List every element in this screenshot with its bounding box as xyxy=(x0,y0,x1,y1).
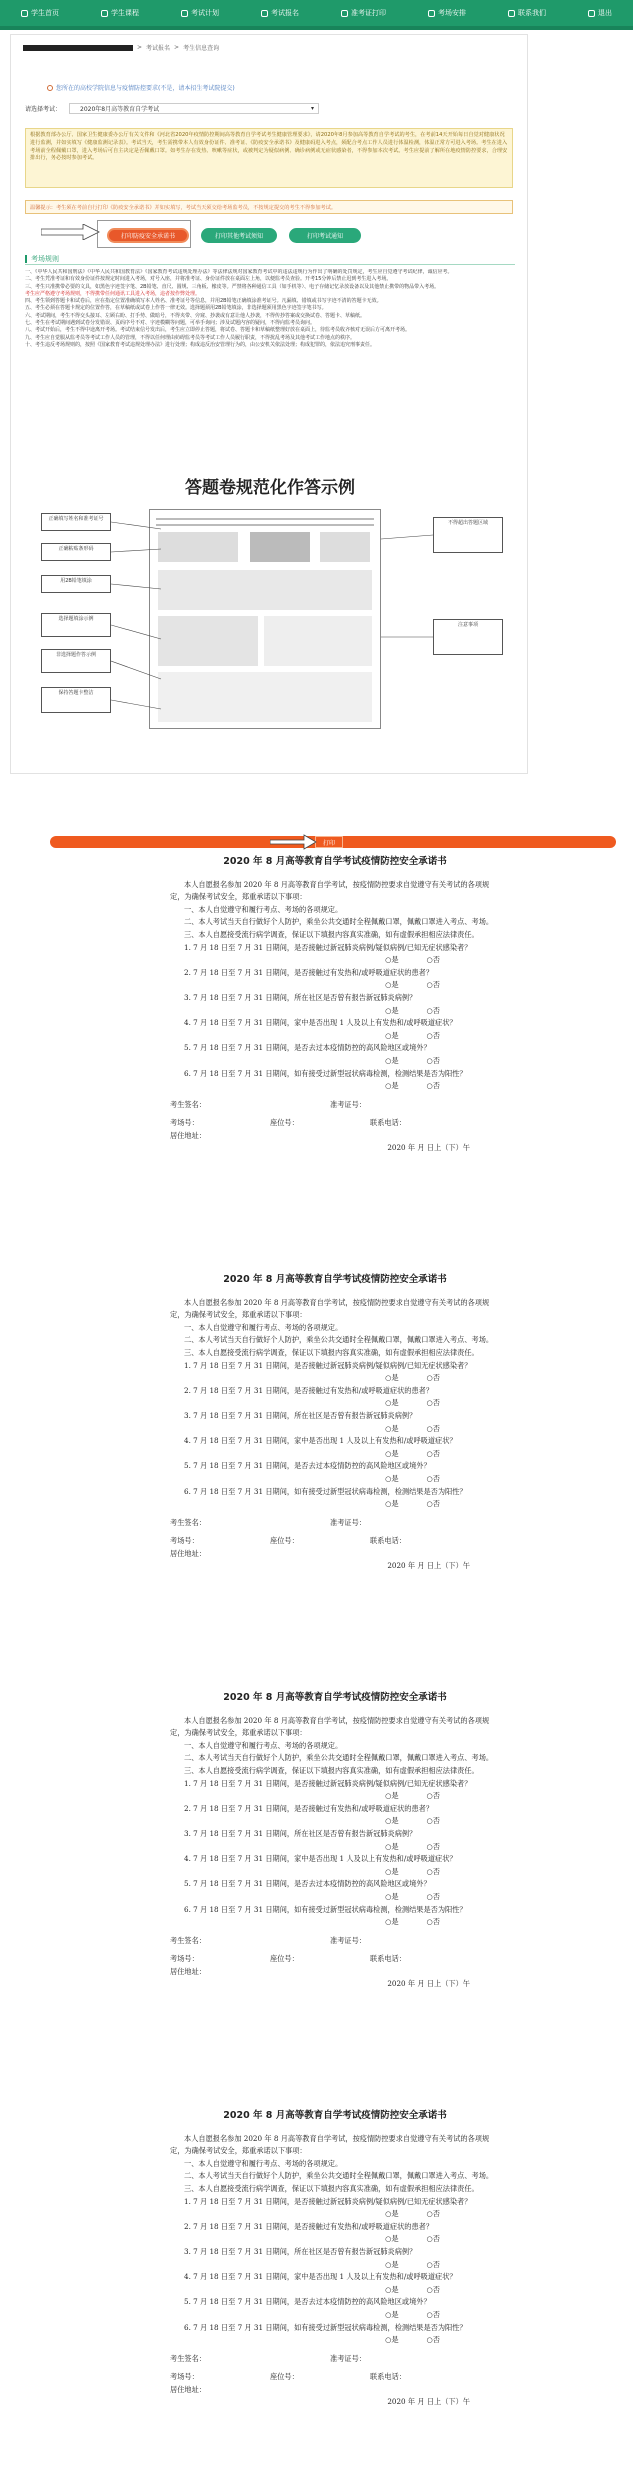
form-icon xyxy=(261,10,268,17)
no-option[interactable]: ○否 xyxy=(426,1917,440,1927)
yes-no-row xyxy=(170,2208,500,2221)
demo-callout: 注意事项 xyxy=(433,619,503,655)
yes-option[interactable]: ○是 xyxy=(385,1816,399,1826)
sig-ticket: 准考证号： xyxy=(330,1517,366,1527)
no-option[interactable]: ○否 xyxy=(426,1841,440,1851)
sig-seat: 座位号： xyxy=(270,1954,299,1964)
sig-name: 考生签名： xyxy=(170,1099,206,1109)
no-option[interactable]: ○否 xyxy=(426,2259,440,2269)
rule-paragraph: 六、考试期间，考生不得交头接耳、左顾右盼、打手势、做暗号，不得夹带、旁窥、抄袭或有意让他人抄袭，不得传抄答案或交换试卷、答题卡、草稿纸。 xyxy=(25,312,366,319)
yes-option[interactable]: ○是 xyxy=(385,1791,399,1801)
pledge-intro: 本人自愿报名参加 2020 年 8 月高等教育自学考试，按疫情防控要求自觉遵守有关考试的各项规定，为确保考试安全，郑重承诺以下事项： xyxy=(170,1715,490,1738)
rule-paragraph: 四、考生领到答题卡和试卷后，应在指定位置准确填写本人姓名、准考证号等信息，并用2B铅笔正确填涂准考证号。凡漏填、错填或书写字迹不清的答题卡无效。 xyxy=(25,298,382,305)
no-option[interactable]: ○否 xyxy=(426,2234,440,2244)
no-option[interactable]: ○否 xyxy=(426,1398,440,1408)
pledge-promise: 三、本人自愿接受流行病学调查，保证以下填报内容真实准确，如有虚假承担相应法律责任。 xyxy=(184,1765,479,1775)
signature-row xyxy=(170,1099,500,1112)
pledge-question: 3. 7 月 18 日至 7 月 31 日期间，所在社区是否曾有报告新冠肺炎病例？ xyxy=(184,2246,417,2256)
yes-option[interactable]: ○是 xyxy=(385,2259,399,2269)
yes-option[interactable]: ○是 xyxy=(385,1081,399,1091)
rule-paragraph: 二、考生凭准考证和有效身份证件按规定时间进入考场，对号入座，并将准考证、身份证件放在桌面左上角，以便监考员查验。开考15分钟后禁止迟到考生进入考场。 xyxy=(25,276,392,283)
signature-row xyxy=(170,2371,500,2384)
print-other-button[interactable]: 打印其他考试须知 xyxy=(201,228,277,243)
calendar-icon xyxy=(181,10,188,17)
no-option[interactable]: ○否 xyxy=(426,2284,440,2294)
yes-option[interactable]: ○是 xyxy=(385,1005,399,1015)
pledge-title: 2020 年 8 月高等教育自学考试疫情防控安全承诺书 xyxy=(223,856,447,867)
sig-name: 考生签名： xyxy=(170,1517,206,1527)
pledge-question: 1. 7 月 18 日至 7 月 31 日期间，是否接触过新冠肺炎病例/疑似病例/已知无症状感染者？ xyxy=(184,2196,472,2206)
no-option[interactable]: ○否 xyxy=(426,1473,440,1483)
pledge-promise: 一、本人自觉遵守和履行考点、考场的各项规定。 xyxy=(184,2158,343,2168)
top-nav xyxy=(0,0,633,26)
pledge-promise: 一、本人自觉遵守和履行考点、考场的各项规定。 xyxy=(184,904,343,914)
yes-no-row xyxy=(170,1790,500,1803)
sig-seat: 座位号： xyxy=(270,2372,299,2382)
sig-address: 居住地址： xyxy=(170,1966,206,1976)
pledge-copy xyxy=(170,2110,500,2409)
breadcrumb: > 考试报名 > 考生信息查询 xyxy=(23,43,219,52)
pledge-promise: 二、本人考试当天自行做好个人防护，乘坐公共交通时全程佩戴口罩，佩戴口罩进入考点、考场。 xyxy=(184,1335,494,1345)
yes-option[interactable]: ○是 xyxy=(385,2209,399,2219)
no-option[interactable]: ○否 xyxy=(426,1866,440,1876)
yes-option[interactable]: ○是 xyxy=(385,1841,399,1851)
no-option[interactable]: ○否 xyxy=(426,955,440,965)
no-option[interactable]: ○否 xyxy=(426,1791,440,1801)
arrow-annotation-icon xyxy=(41,224,101,240)
pledge-title: 2020 年 8 月高等教育自学考试疫情防控安全承诺书 xyxy=(223,1692,447,1703)
demo-title: 答题卷规范化作答示例 xyxy=(185,478,355,498)
no-option[interactable]: ○否 xyxy=(426,1423,440,1433)
demo-callout: 不得超出答题区域 xyxy=(433,517,503,553)
print-notice-button[interactable]: 打印考试通知 xyxy=(289,228,361,243)
no-option[interactable]: ○否 xyxy=(426,1891,440,1901)
pledge-copy xyxy=(170,1692,500,1991)
pledge-question: 1. 7 月 18 日至 7 月 31 日期间，是否接触过新冠肺炎病例/疑似病例/已知无症状感染者？ xyxy=(184,1360,472,1370)
pledge-question: 6. 7 月 18 日至 7 月 31 日期间，如有接受过新型冠状病毒检测，检测结果是否为阳性？ xyxy=(184,1068,467,1078)
pledge-question: 5. 7 月 18 日至 7 月 31 日期间，是否去过本疫情防控的高风险地区或境外？ xyxy=(184,1461,431,1471)
pledge-date: 2020 年 月 日上（下）午 xyxy=(387,1143,470,1153)
answer-sheet-demo xyxy=(41,509,511,729)
yes-no-row xyxy=(170,2309,500,2322)
signature-row xyxy=(170,1535,500,1548)
home-icon xyxy=(21,10,28,17)
warning-notice: 温馨提示：考生须在考前自行打印《防疫安全承诺书》并如实填写，考试当天须交给考场监考员，不按规定提交的考生不得参加考试。 xyxy=(25,200,513,214)
arrow-annotation-icon xyxy=(270,834,318,850)
sig-address: 居住地址： xyxy=(170,2384,206,2394)
yes-option[interactable]: ○是 xyxy=(385,2309,399,2319)
yes-option[interactable]: ○是 xyxy=(385,955,399,965)
breadcrumb-item[interactable]: 考试报名 xyxy=(146,45,171,52)
no-option[interactable]: ○否 xyxy=(426,2335,440,2345)
yes-option[interactable]: ○是 xyxy=(385,2234,399,2244)
logout-icon xyxy=(588,10,595,17)
pledge-question: 4. 7 月 18 日至 7 月 31 日期间，家中是否出现 1 人及以上有发热和/或呼吸道症状？ xyxy=(184,1436,457,1446)
pledge-intro: 本人自愿报名参加 2020 年 8 月高等教育自学考试，按疫情防控要求自觉遵守有关考试的各项规定，为确保考试安全，郑重承诺以下事项： xyxy=(170,2133,490,2156)
rule-paragraph: 三、考生只准携带必要的文具，如黑色字迹签字笔、2B铅笔、直尺、圆规、三角板、橡皮等。严禁将各种通信工具（如手机等）、电子存储记忆录放设备以及其他禁止携带的物品带入考场。 xyxy=(25,283,440,290)
signature-row xyxy=(170,1117,500,1130)
redacted-block xyxy=(23,45,133,51)
sig-ticket: 准考证号： xyxy=(330,1935,366,1945)
pledge-intro: 本人自愿报名参加 2020 年 8 月高等教育自学考试，按疫情防控要求自觉遵守有关考试的各项规定，为确保考试安全，郑重承诺以下事项： xyxy=(170,1297,490,1320)
rule-paragraph: 七、考生在考试期间遇到试卷分发错误、页码序号不对、字迹模糊等问题，可举手询问；涉及试题内容的疑问，不得向监考员询问。 xyxy=(25,320,316,327)
pledge-title: 2020 年 8 月高等教育自学考试疫情防控安全承诺书 xyxy=(223,2110,447,2121)
yes-no-row xyxy=(170,1030,500,1043)
nav-item-home[interactable]: 学生首页 xyxy=(21,8,59,18)
yes-no-row xyxy=(170,1916,500,1929)
pledge-question: 2. 7 月 18 日至 7 月 31 日期间，是否接触过有发热和/或呼吸道症状的患者？ xyxy=(184,1385,434,1395)
yes-no-row xyxy=(170,1498,500,1511)
exam-select-row xyxy=(25,103,319,114)
yes-no-row xyxy=(170,1055,500,1068)
rules-section-title: 考场规则 xyxy=(25,253,515,265)
nav-item-register[interactable]: 考试报名 xyxy=(261,8,299,18)
sig-phone: 联系电话： xyxy=(370,1118,406,1128)
no-option[interactable]: ○否 xyxy=(426,1030,440,1040)
sig-name: 考生签名： xyxy=(170,2353,206,2363)
yes-no-row xyxy=(170,1448,500,1461)
yes-no-row xyxy=(170,2259,500,2272)
sig-ticket: 准考证号： xyxy=(330,1099,366,1109)
map-icon xyxy=(428,10,435,17)
demo-callout: 正确粘贴条形码 xyxy=(41,543,111,561)
sig-seat: 座位号： xyxy=(270,1536,299,1546)
yes-option[interactable]: ○是 xyxy=(385,1473,399,1483)
book-icon xyxy=(101,10,108,17)
pledge-question: 3. 7 月 18 日至 7 月 31 日期间，所在社区是否曾有报告新冠肺炎病例？ xyxy=(184,992,417,1002)
signature-row xyxy=(170,1935,500,1948)
no-option[interactable]: ○否 xyxy=(426,1081,440,1091)
yes-option[interactable]: ○是 xyxy=(385,2335,399,2345)
sig-exam-no: 考场号： xyxy=(170,2372,199,2382)
pledge-promise: 二、本人考试当天自行做好个人防护，乘坐公共交通时全程佩戴口罩，佩戴口罩进入考点、考场。 xyxy=(184,917,494,927)
print-icon xyxy=(341,10,348,17)
pledge-promise: 三、本人自愿接受流行病学调查，保证以下填报内容真实准确，如有虚假承担相应法律责任。 xyxy=(184,2183,479,2193)
yes-option[interactable]: ○是 xyxy=(385,1917,399,1927)
pledge-promise: 二、本人考试当天自行做好个人防护，乘坐公共交通时全程佩戴口罩，佩戴口罩进入考点、考场。 xyxy=(184,1753,494,1763)
nav-item-ticket[interactable]: 准考证打印 xyxy=(341,8,386,18)
yes-no-row xyxy=(170,954,500,967)
rule-paragraph: 五、考生必须在答题卡规定的位置作答，在草稿纸或试卷上作答一律无效。选择题须用2B铅笔填涂，非选择题须用黑色字迹签字笔书写。 xyxy=(25,305,327,312)
content-panel xyxy=(10,34,528,774)
yes-no-row xyxy=(170,1397,500,1410)
yes-no-row xyxy=(170,979,500,992)
yes-no-row xyxy=(170,1005,500,1018)
signature-row xyxy=(170,2353,500,2366)
nav-sub-strip xyxy=(0,26,633,30)
pledge-promise: 一、本人自觉遵守和履行考点、考场的各项规定。 xyxy=(184,1740,343,1750)
sig-exam-no: 考场号： xyxy=(170,1536,199,1546)
pledge-promise: 三、本人自愿接受流行病学调查，保证以下填报内容真实准确，如有虚假承担相应法律责任。 xyxy=(184,1347,479,1357)
pledge-question: 1. 7 月 18 日至 7 月 31 日期间，是否接触过新冠肺炎病例/疑似病例/已知无症状感染者？ xyxy=(184,942,472,952)
yes-option[interactable]: ○是 xyxy=(385,1398,399,1408)
chevron-down-icon: ▾ xyxy=(311,105,315,112)
pledge-question: 2. 7 月 18 日至 7 月 31 日期间，是否接触过有发热和/或呼吸道症状的患者？ xyxy=(184,967,434,977)
pledge-question: 6. 7 月 18 日至 7 月 31 日期间，如有接受过新型冠状病毒检测，检测结果是否为阳性？ xyxy=(184,1486,467,1496)
yes-no-row xyxy=(170,2334,500,2347)
demo-callout: 用2B铅笔填涂 xyxy=(41,575,111,593)
yes-no-row xyxy=(170,1891,500,1904)
nav-item-logout[interactable]: 退出 xyxy=(588,8,612,18)
yes-no-row xyxy=(170,1815,500,1828)
sig-phone: 联系电话： xyxy=(370,1954,406,1964)
rule-paragraph: 八、考试开始后，考生不得中途离开考场。考试结束信号发出后，考生应立即停止答题，将试卷、答题卡和草稿纸整理好放在桌面上，待监考员收齐核对无误后方可离开考场。 xyxy=(25,327,411,334)
pledge-question: 4. 7 月 18 日至 7 月 31 日期间，家中是否出现 1 人及以上有发热和/或呼吸道症状？ xyxy=(184,2272,457,2282)
pledge-question: 2. 7 月 18 日至 7 月 31 日期间，是否接触过有发热和/或呼吸道症状的患者？ xyxy=(184,1803,434,1813)
epidemic-notice: 根据教育部办公厅、国家卫生健康委办公厅有关文件和《河北省2020年疫情防控期间高等教育自学考试考生健康管理要求》，请2020年8月参加高等教育自学考试的考生，在考前14天开始每日自觉对健康状况进行监测，并如实填写《健康监测记录表》。考试当天，考生需携带本人有效身份证件、准考证、《防疫安全承诺书》及健康码进入考点，须配合考点工作人员进行体温检测，体温正常方可进入考场。考生在进入考场前全程佩戴口罩，进入考场后可自主决定是否佩戴口罩。如考生存在发热、咳嗽等症状，或被判定为疑似病例、确诊病例或无症状感染者，不得参加本次考试。考生应提前了解所在地疫情防控要求，合理安排出行，务必按时参加考试。 xyxy=(25,128,513,188)
exam-select[interactable]: 2020年8月高等教育自学考试 ▾ xyxy=(69,103,319,114)
phone-icon xyxy=(508,10,515,17)
title-bar xyxy=(25,255,27,263)
print-pledge-button[interactable]: 打印防疫安全承诺书 xyxy=(107,228,189,243)
yes-option[interactable]: ○是 xyxy=(385,1448,399,1458)
sig-phone: 联系电话： xyxy=(370,2372,406,2382)
sig-ticket: 准考证号： xyxy=(330,2353,366,2363)
pledge-intro: 本人自愿报名参加 2020 年 8 月高等教育自学考试，按疫情防控要求自觉遵守有关考试的各项规定，为确保考试安全，郑重承诺以下事项： xyxy=(170,879,490,902)
demo-callout: 正确填写姓名和准考证号 xyxy=(41,513,111,531)
rule-paragraph: 九、考生应自觉服从监考员等考试工作人员的管理，不得以任何理由妨碍监考员等考试工作人员履行职责，不得扰乱考场及其他考试工作地点的秩序。 xyxy=(25,334,356,341)
demo-callout: 保持答题卡整洁 xyxy=(41,687,111,713)
yes-option[interactable]: ○是 xyxy=(385,1499,399,1509)
pledge-date: 2020 年 月 日上（下）午 xyxy=(387,1979,470,1989)
no-option[interactable]: ○否 xyxy=(426,1055,440,1065)
yes-option[interactable]: ○是 xyxy=(385,1866,399,1876)
signature-row xyxy=(170,1953,500,1966)
pledge-question: 6. 7 月 18 日至 7 月 31 日期间，如有接受过新型冠状病毒检测，检测结果是否为阳性？ xyxy=(184,2322,467,2332)
pledge-question: 3. 7 月 18 日至 7 月 31 日期间，所在社区是否曾有报告新冠肺炎病例？ xyxy=(184,1828,417,1838)
nav-item-contact[interactable]: 联系我们 xyxy=(508,8,546,18)
rule-red-note: 考生应严格遵守考场规则，不得携带任何通讯工具进入考场，违者按作弊处理。 xyxy=(25,290,201,297)
no-option[interactable]: ○否 xyxy=(426,1816,440,1826)
question-row[interactable]: 您所在的高校学院信息与疫情防控要求(不是，请本招生考试院提交) xyxy=(47,83,235,92)
sig-phone: 联系电话： xyxy=(370,1536,406,1546)
sig-name: 考生签名： xyxy=(170,1935,206,1945)
yes-option[interactable]: ○是 xyxy=(385,1030,399,1040)
pledge-copy xyxy=(170,856,500,1155)
sig-address: 居住地址： xyxy=(170,1548,206,1558)
yes-no-row xyxy=(170,1866,500,1879)
callout-lines xyxy=(111,509,433,729)
pledge-question: 4. 7 月 18 日至 7 月 31 日期间，家中是否出现 1 人及以上有发热和/或呼吸道症状？ xyxy=(184,1854,457,1864)
yes-no-row xyxy=(170,1372,500,1385)
pledge-copy xyxy=(170,1274,500,1573)
no-option[interactable]: ○否 xyxy=(426,1448,440,1458)
pledge-promise: 二、本人考试当天自行做好个人防护，乘坐公共交通时全程佩戴口罩，佩戴口罩进入考点、考场。 xyxy=(184,2171,494,2181)
yes-no-row xyxy=(170,1423,500,1436)
pledge-question: 4. 7 月 18 日至 7 月 31 日期间，家中是否出现 1 人及以上有发热和/或呼吸道症状？ xyxy=(184,1018,457,1028)
yes-option[interactable]: ○是 xyxy=(385,980,399,990)
nav-item-courses[interactable]: 学生课程 xyxy=(101,8,139,18)
rule-paragraph: 十、考生违反考场规则的，按照《国家教育考试违规处理办法》进行处理；构成违反治安管理行为的，由公安机关依法处理；构成犯罪的，依法追究刑事责任。 xyxy=(25,341,376,348)
yes-no-row xyxy=(170,2233,500,2246)
no-option[interactable]: ○否 xyxy=(426,1373,440,1383)
nav-item-room[interactable]: 考场安排 xyxy=(428,8,466,18)
question-icon xyxy=(47,85,53,91)
demo-callout: 非选择题作答示例 xyxy=(41,649,111,673)
rules-text xyxy=(25,269,515,466)
yes-no-row xyxy=(170,1841,500,1854)
pledge-question: 5. 7 月 18 日至 7 月 31 日期间，是否去过本疫情防控的高风险地区或境外？ xyxy=(184,2297,431,2307)
no-option[interactable]: ○否 xyxy=(426,1499,440,1509)
nav-item-plan[interactable]: 考试计划 xyxy=(181,8,219,18)
pledge-question: 5. 7 月 18 日至 7 月 31 日期间，是否去过本疫情防控的高风险地区或境外？ xyxy=(184,1043,431,1053)
sig-exam-no: 考场号： xyxy=(170,1118,199,1128)
pledge-question: 6. 7 月 18 日至 7 月 31 日期间，如有接受过新型冠状病毒检测，检测结果是否为阳性？ xyxy=(184,1904,467,1914)
sig-seat: 座位号： xyxy=(270,1118,299,1128)
pledge-question: 3. 7 月 18 日至 7 月 31 日期间，所在社区是否曾有报告新冠肺炎病例？ xyxy=(184,1410,417,1420)
yes-option[interactable]: ○是 xyxy=(385,1373,399,1383)
pledge-title: 2020 年 8 月高等教育自学考试疫情防控安全承诺书 xyxy=(223,1274,447,1285)
no-option[interactable]: ○否 xyxy=(426,980,440,990)
sig-address: 居住地址： xyxy=(170,1130,206,1140)
rule-paragraph: 一、《中华人民共和国刑法》《中华人民共和国教育法》《国家教育考试违规处理办法》等法律法规对国家教育考试中的违法违规行为作出了明确的处罚规定，考生应自觉遵守考试纪律，诚信应考。 xyxy=(25,269,453,275)
yes-no-row xyxy=(170,1080,500,1093)
yes-option[interactable]: ○是 xyxy=(385,1423,399,1433)
pledge-question: 1. 7 月 18 日至 7 月 31 日期间，是否接触过新冠肺炎病例/疑似病例/已知无症状感染者？ xyxy=(184,1778,472,1788)
no-option[interactable]: ○否 xyxy=(426,2309,440,2319)
no-option[interactable]: ○否 xyxy=(426,2209,440,2219)
no-option[interactable]: ○否 xyxy=(426,1005,440,1015)
yes-no-row xyxy=(170,2284,500,2297)
sig-exam-no: 考场号： xyxy=(170,1954,199,1964)
pledge-question: 5. 7 月 18 日至 7 月 31 日期间，是否去过本疫情防控的高风险地区或境外？ xyxy=(184,1879,431,1889)
yes-option[interactable]: ○是 xyxy=(385,2284,399,2294)
exam-select-label: 请选择考试： xyxy=(25,106,62,113)
demo-callout: 选择题填涂示例 xyxy=(41,613,111,637)
yes-no-row xyxy=(170,1473,500,1486)
pledge-promise: 一、本人自觉遵守和履行考点、考场的各项规定。 xyxy=(184,1322,343,1332)
breadcrumb-item: 考生信息查询 xyxy=(183,45,220,52)
print-button[interactable]: 打印 xyxy=(315,836,343,848)
pledge-date: 2020 年 月 日上（下）午 xyxy=(387,2397,470,2407)
yes-option[interactable]: ○是 xyxy=(385,1891,399,1901)
signature-row xyxy=(170,1517,500,1530)
pledge-date: 2020 年 月 日上（下）午 xyxy=(387,1561,470,1571)
yes-option[interactable]: ○是 xyxy=(385,1055,399,1065)
pledge-promise: 三、本人自愿接受流行病学调查，保证以下填报内容真实准确，如有虚假承担相应法律责任。 xyxy=(184,929,479,939)
pledge-question: 2. 7 月 18 日至 7 月 31 日期间，是否接触过有发热和/或呼吸道症状的患者？ xyxy=(184,2221,434,2231)
